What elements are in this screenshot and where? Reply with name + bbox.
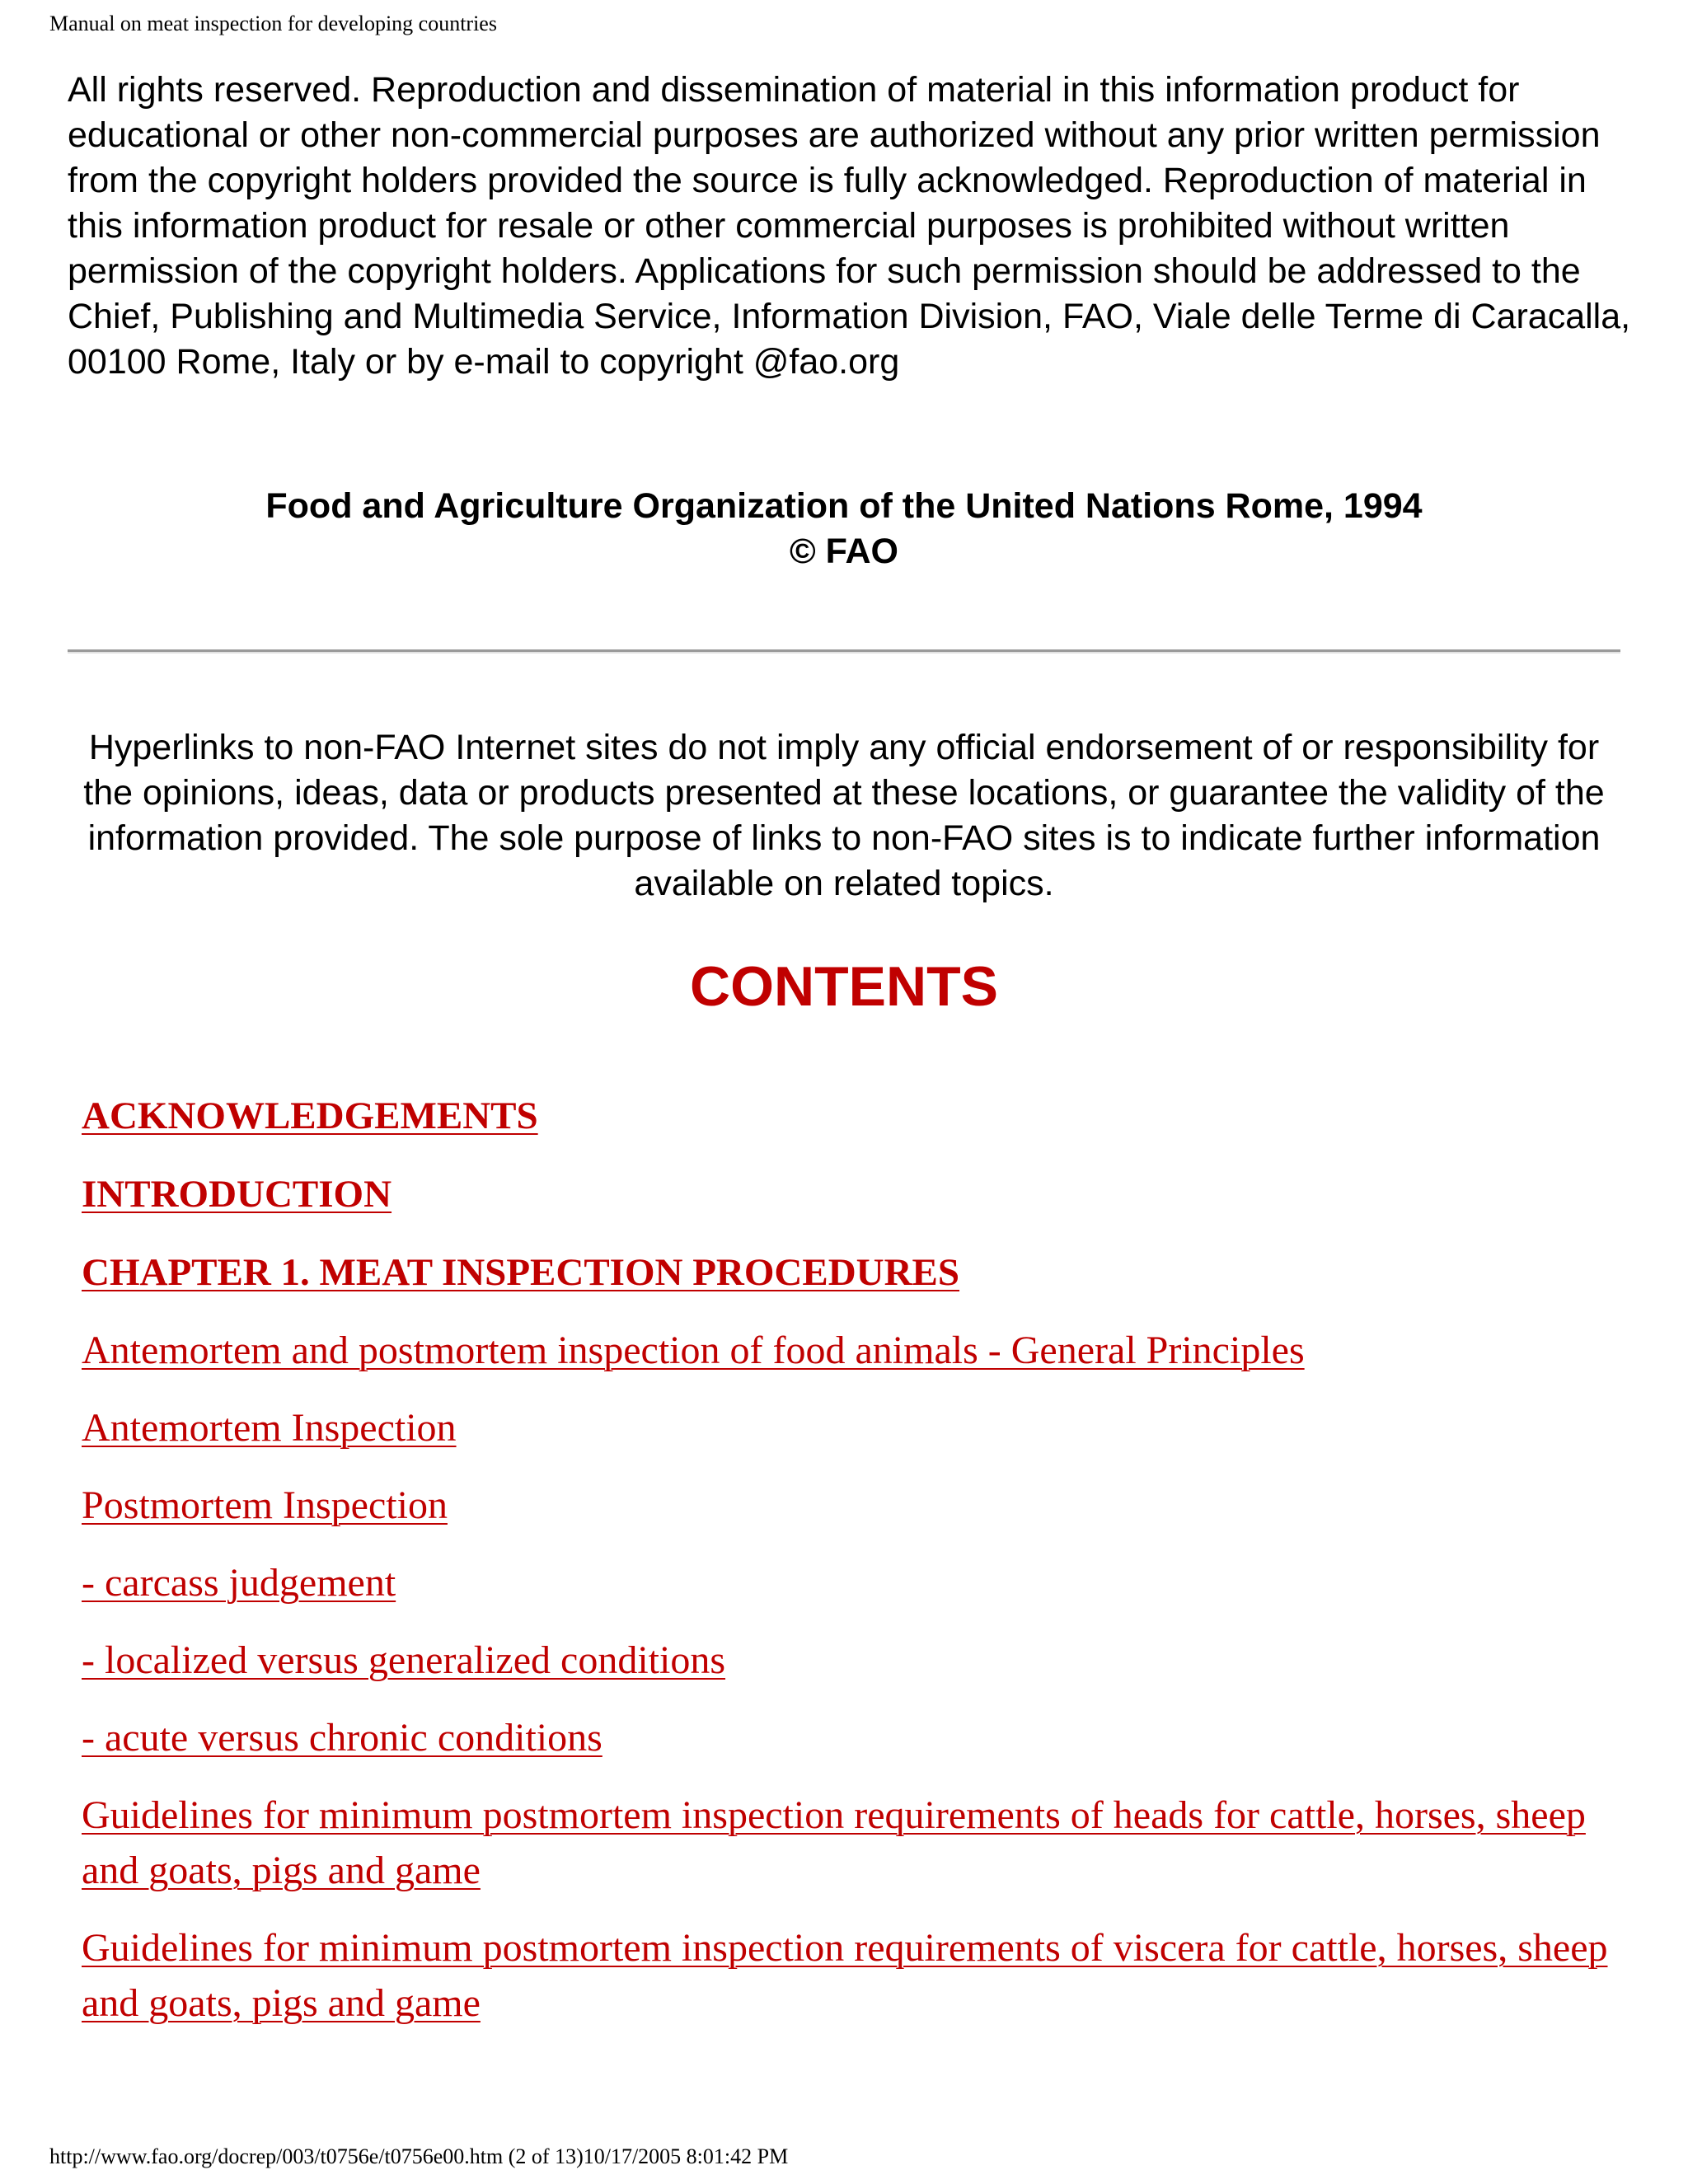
toc-item-localized-vs-generalized [82, 1633, 1631, 1688]
toc-item-acknowledgements [82, 1088, 1631, 1144]
rights-notice: All rights reserved. Reproduction and dissemination of material in this information product for educational or other non-commercial purposes are authorized without any prior written permission from the copyright holders provided the source is fully acknowledged. Reproduction of material in this information product for resale or other commercial purposes is prohibited without written permission of the copyright holders. Applications for such permission should be addressed to the Chief, Publishing and Multimedia Service, Information Division, FAO, Viale delle Terme di Caracalla, 00100 Rome, Italy or by e-mail to copyright @fao.org [68, 70, 1631, 382]
toc-link-general-principles[interactable]: Antemortem and postmortem inspection of food animals - General Principles [82, 1329, 1305, 1372]
toc-link-antemortem-inspection[interactable]: Antemortem Inspection [82, 1406, 457, 1450]
toc-link-introduction[interactable]: INTRODUCTION [82, 1173, 392, 1216]
table-of-contents [82, 1088, 1631, 2031]
toc-link-carcass-judgement[interactable]: - carcass judgement [82, 1561, 396, 1605]
toc-link-chapter-1[interactable]: CHAPTER 1. MEAT INSPECTION PROCEDURES [82, 1251, 960, 1294]
toc-item-acute-vs-chronic [82, 1710, 1631, 1765]
toc-item-antemortem-inspection [82, 1400, 1631, 1455]
horizontal-divider [68, 649, 1620, 654]
page-footer-url: http://www.fao.org/docrep/003/t0756e/t0756e00.htm (2 of 13)10/17/2005 8:01:42 PM [49, 2144, 789, 2168]
toc-link-acknowledgements[interactable]: ACKNOWLEDGEMENTS [82, 1094, 538, 1137]
copyright-line: © FAO [789, 532, 899, 571]
toc-item-postmortem-inspection [82, 1478, 1631, 1533]
toc-link-viscera-guidelines[interactable]: Guidelines for minimum postmortem inspection requirements of viscera for cattle, horses, sheep and goats, pigs and game [82, 1926, 1608, 2025]
toc-item-general-principles [82, 1323, 1631, 1378]
toc-link-postmortem-inspection[interactable]: Postmortem Inspection [82, 1483, 448, 1527]
toc-item-chapter-1 [82, 1244, 1631, 1301]
toc-link-localized-vs-generalized[interactable]: - localized versus generalized conditions [82, 1638, 726, 1682]
toc-item-carcass-judgement [82, 1555, 1631, 1610]
publisher-block [0, 484, 1688, 574]
contents-heading: CONTENTS [690, 955, 998, 1018]
toc-link-heads-guidelines[interactable]: Guidelines for minimum postmortem inspection requirements of heads for cattle, horses, sheep and goats, pigs and game [82, 1793, 1586, 1892]
publisher-name: Food and Agriculture Organization of the United Nations Rome, 1994 [265, 486, 1423, 526]
toc-item-viscera-guidelines [82, 1920, 1631, 2031]
toc-item-heads-guidelines [82, 1788, 1631, 1898]
hyperlink-disclaimer: Hyperlinks to non-FAO Internet sites do not imply any official endorsement of or responsibility for the opinions, ideas, data or products presented at these locations, or guarantee the validity of the information provided. The sole purpose of links to non-FAO sites is to indicate further information available on related topics. [83, 728, 1605, 903]
toc-item-introduction [82, 1166, 1631, 1222]
page-header-title: Manual on meat inspection for developing countries [49, 12, 497, 35]
toc-link-acute-vs-chronic[interactable]: - acute versus chronic conditions [82, 1716, 603, 1760]
